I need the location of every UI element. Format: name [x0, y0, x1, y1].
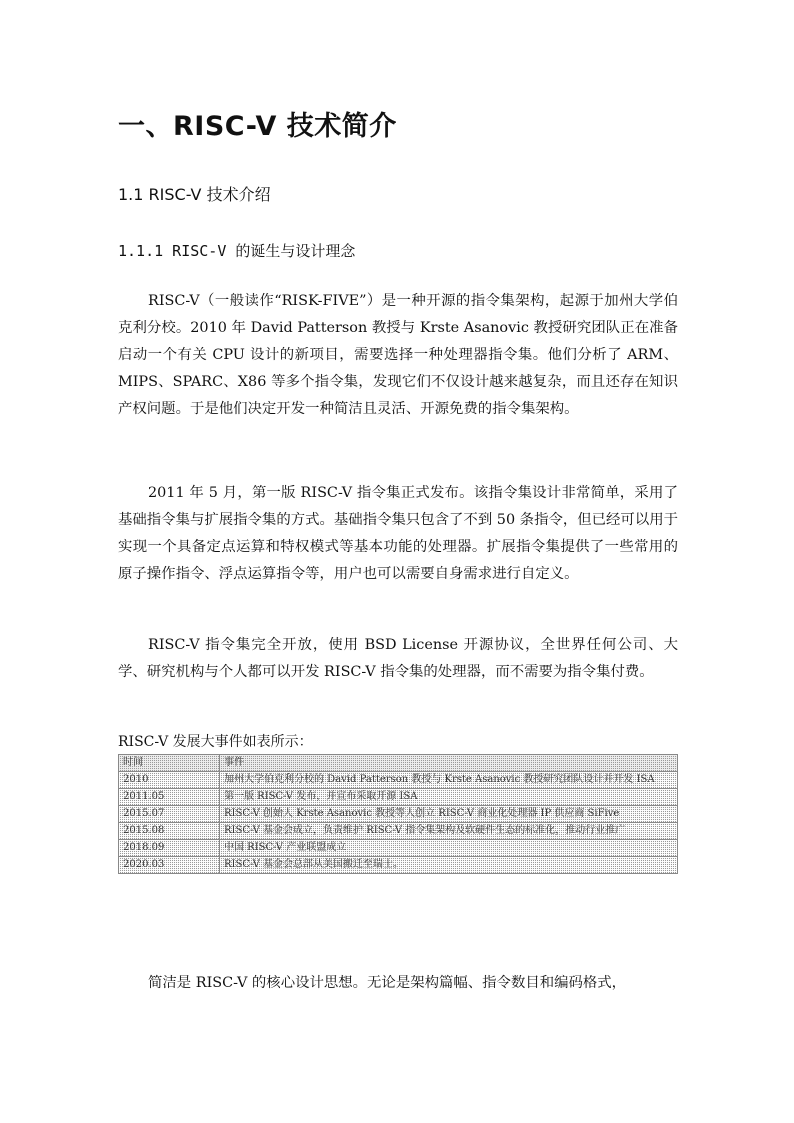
- table-header-row: [119, 755, 678, 772]
- table-row: [119, 857, 678, 874]
- table-row: [119, 840, 678, 857]
- paragraph-origin: RISC-V（一般读作“RISK-FIVE”）是一种开源的指令集架构，起源于加州大学伯克利分校。2010 年 David Patterson 教授与 Krste Asanovic 教授研究团队正在准备启动一个有关 CPU 设计的新项目，需要选择一种处理器指令集。他们分析了 ARM、MIPS、SPARC、X86 等多个指令集，发现它们不仅设计越来越复杂，而且还存在知识产权问题。于是他们决定开发一种简洁且灵活、开源免费的指令集架构。: [118, 293, 678, 417]
- chapter-heading: 一、RISC-V 技术简介: [118, 111, 397, 142]
- cell-time: 2011.05: [119, 789, 220, 806]
- section-heading: 1.1 RISC-V 技术介绍: [118, 185, 271, 204]
- cell-event: RISC-V 创始人 Krste Asanovic 教授等人创立 RISC-V 商业化处理器 IP 供应商 SiFive: [220, 806, 678, 823]
- cell-event: RISC-V 基金会总部从美国搬迁至瑞士。: [220, 857, 678, 874]
- table-row: [119, 789, 678, 806]
- column-header-event: 事件: [220, 755, 678, 772]
- cell-event: 中国 RISC-V 产业联盟成立: [220, 840, 678, 857]
- subsection-heading: 1.1.1 RISC-V 的诞生与设计理念: [118, 242, 356, 260]
- cell-time: 2018.09: [119, 840, 220, 857]
- cell-time: 2010: [119, 772, 220, 789]
- cell-time: 2015.07: [119, 806, 220, 823]
- cell-event: RISC-V 基金会成立，负责维护 RISC-V 指令集架构及软硬件生态的标准化，推动行业推广: [220, 823, 678, 840]
- cell-time: 2020.03: [119, 857, 220, 874]
- cell-event: 第一版 RISC-V 发布，并宣布采取开源 ISA: [220, 789, 678, 806]
- table-row: [119, 823, 678, 840]
- cell-time: 2015.08: [119, 823, 220, 840]
- paragraph-first-release: 2011 年 5 月，第一版 RISC-V 指令集正式发布。该指令集设计非常简单，采用了基础指令集与扩展指令集的方式。基础指令集只包含了不到 50 条指令，但已经可以用于实现一个具备定点运算和特权模式等基本功能的处理器。扩展指令集提供了一些常用的原子操作指令、浮点运算指令等，用户也可以需要自身需求进行自定义。: [118, 485, 678, 582]
- cell-event: 加州大学伯克利分校的 David Patterson 教授与 Krste Asanovic 教授研究团队设计并开发 ISA: [220, 772, 678, 789]
- table-row: [119, 772, 678, 789]
- column-header-time: 时间: [119, 755, 220, 772]
- table-row: [119, 806, 678, 823]
- paragraph-design-philosophy: 简洁是 RISC-V 的核心设计思想。无论是架构篇幅、指令数目和编码格式，: [148, 975, 627, 991]
- table-caption: RISC-V 发展大事件如表所示：: [118, 734, 313, 750]
- milestones-table: [118, 754, 678, 874]
- paragraph-license: RISC-V 指令集完全开放，使用 BSD License 开源协议，全世界任何公司、大学、研究机构与个人都可以开发 RISC-V 指令集的处理器，而不需要为指令集付费。: [118, 637, 678, 680]
